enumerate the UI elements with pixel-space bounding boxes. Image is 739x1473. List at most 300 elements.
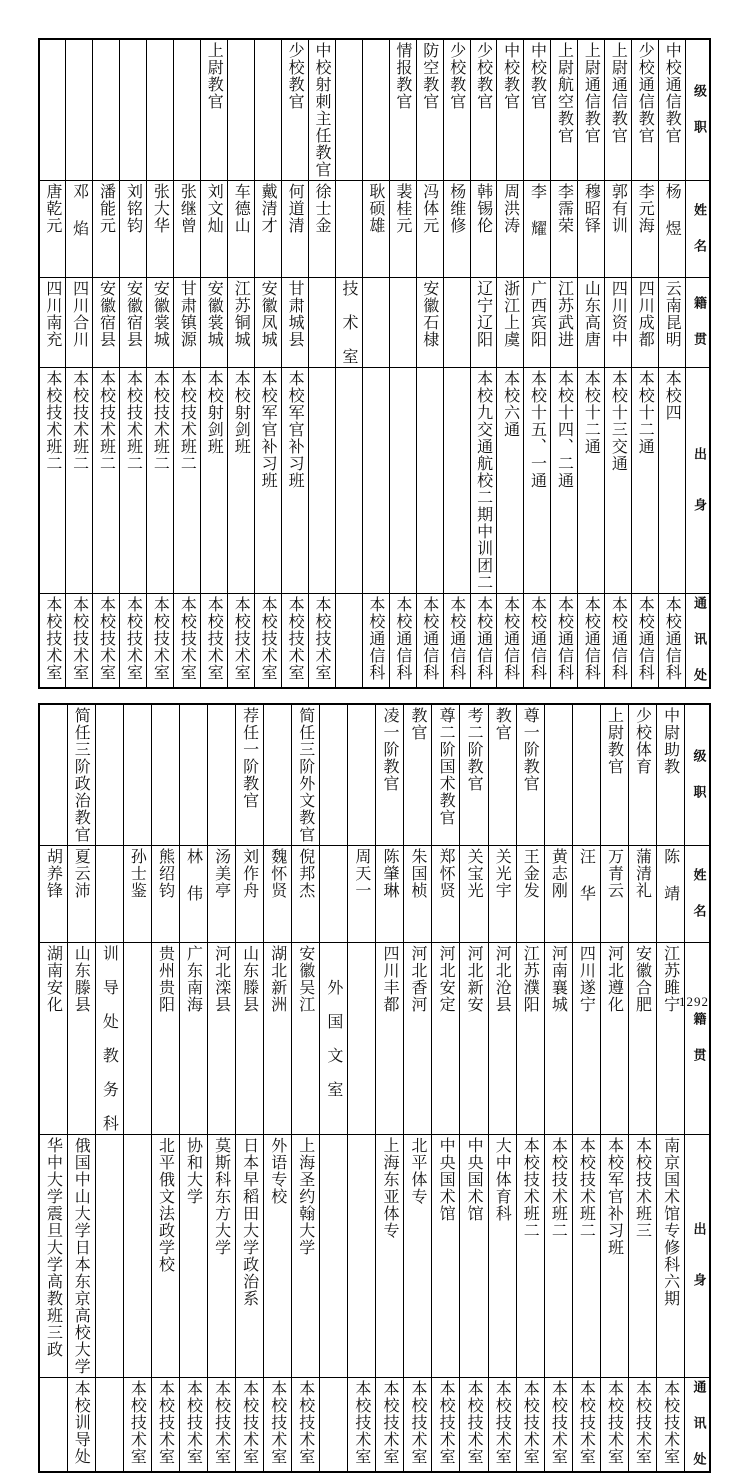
cell-text: 本校技术室 xyxy=(212,1380,232,1465)
cell-background xyxy=(123,1135,151,1378)
cell-text: 甘肃城县 xyxy=(286,280,306,348)
cell-text: 何道清 xyxy=(286,183,306,234)
cell-text: 河北沧县 xyxy=(493,945,513,1013)
cell-background xyxy=(201,368,228,594)
cell-text: 河北遵化 xyxy=(605,945,625,1013)
cell-text: 中校射刺主任教官 xyxy=(313,42,333,178)
cell-text: 江苏武进 xyxy=(555,280,575,348)
cell-text: 韩锡伦 xyxy=(474,183,494,234)
cell-origin xyxy=(605,278,632,368)
cell-address xyxy=(174,594,201,689)
cell-text: 王金发 xyxy=(521,848,541,899)
cell-name xyxy=(524,181,551,278)
cell-text: 安徽宿县 xyxy=(97,280,117,348)
cell-text: 本校技术室 xyxy=(296,1380,316,1465)
cell-text: 魏怀贤 xyxy=(268,848,288,899)
cell-address xyxy=(308,594,335,689)
table-gap xyxy=(38,689,711,703)
cell-text: 本校技术室 xyxy=(268,1380,288,1465)
cell-text: 本校技术室 xyxy=(240,1380,260,1465)
cell-background xyxy=(404,1135,432,1378)
cell-text: 教官 xyxy=(493,707,513,741)
cell-rank xyxy=(264,704,292,846)
cell-text: 本校通信科 xyxy=(663,596,683,681)
cell-address xyxy=(292,1378,320,1473)
header-cell-name xyxy=(684,846,710,943)
cell-text: 本校技术室 xyxy=(549,1380,569,1465)
cell-name xyxy=(605,181,632,278)
cell-origin xyxy=(179,943,207,1135)
cell-text: 本校通信科 xyxy=(393,596,413,681)
header-cell-rank xyxy=(686,39,711,181)
cell-background xyxy=(659,368,686,594)
cell-rank xyxy=(39,704,67,846)
roster-table-top xyxy=(38,38,711,689)
cell-text: 本校通信科 xyxy=(447,596,467,681)
cell-text: 考二阶教官 xyxy=(465,707,485,792)
cell-text: 本校通信科 xyxy=(366,596,386,681)
cell-text: 上尉通信教官 xyxy=(609,42,629,144)
roster-row-rank xyxy=(39,704,710,846)
cell-background xyxy=(93,368,120,594)
cell-origin xyxy=(39,278,66,368)
cell-text: 情报教官 xyxy=(393,42,413,110)
cell-rank xyxy=(600,704,628,846)
roster-row-address xyxy=(39,1378,710,1473)
cell-origin xyxy=(488,943,516,1135)
cell-name xyxy=(389,181,416,278)
cell-origin xyxy=(228,278,255,368)
cell-text: 关光宇 xyxy=(493,848,513,899)
cell-text: 本校技术室 xyxy=(313,596,333,681)
cell-address xyxy=(264,1378,292,1473)
cell-text: 本校技术室 xyxy=(151,596,171,681)
cell-address xyxy=(656,1378,684,1473)
cell-text: 潘能元 xyxy=(97,183,117,234)
cell-text: 周洪涛 xyxy=(501,183,521,234)
cell-rank xyxy=(151,704,179,846)
cell-name xyxy=(39,181,66,278)
cell-text: 训 导 处 教 务 科 xyxy=(100,945,120,1132)
cell-origin xyxy=(335,278,362,368)
cell-text: 本校射剑班 xyxy=(205,370,225,455)
cell-text: 本校技术室 xyxy=(97,596,117,681)
cell-background xyxy=(656,1135,684,1378)
cell-text: 本校技术班二 xyxy=(97,370,117,472)
cell-text: 胡养锋 xyxy=(44,848,64,899)
cell-origin xyxy=(292,943,320,1135)
cell-rank xyxy=(201,39,228,181)
cell-origin xyxy=(656,943,684,1135)
cell-text: 河北香河 xyxy=(409,945,429,1013)
cell-address xyxy=(281,594,308,689)
cell-text: 中校教官 xyxy=(528,42,548,110)
cell-text: 本校技术室 xyxy=(605,1380,625,1465)
cell-origin xyxy=(659,278,686,368)
cell-background xyxy=(335,368,362,594)
roster-body-top xyxy=(39,39,710,688)
cell-address xyxy=(600,1378,628,1473)
cell-name xyxy=(516,846,544,943)
cell-text: 本校技术室 xyxy=(70,596,90,681)
cell-text: 本校技术班三 xyxy=(633,1137,653,1239)
cell-text: 本校射剑班 xyxy=(232,370,252,455)
roster-row-origin xyxy=(39,943,710,1135)
cell-text: 简任三阶政治教官 xyxy=(72,707,92,843)
cell-origin xyxy=(632,278,659,368)
cell-origin xyxy=(551,278,578,368)
cell-rank xyxy=(443,39,470,181)
cell-rank xyxy=(389,39,416,181)
page-folio: 1292 xyxy=(679,994,709,1009)
roster-row-name xyxy=(39,181,710,278)
cell-text: 本校六通 xyxy=(501,370,521,438)
cell-name xyxy=(66,181,93,278)
cell-text: 少校教官 xyxy=(474,42,494,110)
cell-name xyxy=(362,181,389,278)
cell-rank xyxy=(404,704,432,846)
cell-text: 四川成都 xyxy=(636,280,656,348)
cell-name xyxy=(572,846,600,943)
cell-text: 中尉助教 xyxy=(661,707,681,775)
cell-text: 本校技术室 xyxy=(259,596,279,681)
cell-origin xyxy=(389,278,416,368)
cell-background xyxy=(516,1135,544,1378)
cell-text: 山东高唐 xyxy=(582,280,602,348)
cell-text: 本校通信科 xyxy=(582,596,602,681)
cell-name xyxy=(497,181,524,278)
cell-text: 张继曾 xyxy=(178,183,198,234)
cell-background xyxy=(524,368,551,594)
cell-text: 本校通信科 xyxy=(420,596,440,681)
cell-rank xyxy=(174,39,201,181)
header-cell-origin xyxy=(684,943,710,1135)
cell-rank xyxy=(228,39,255,181)
cell-text: 唐乾元 xyxy=(43,183,63,234)
cell-text: 安徽合肥 xyxy=(633,945,653,1013)
cell-background xyxy=(497,368,524,594)
cell-text: 山东滕县 xyxy=(72,945,92,1013)
cell-text: 华中大学震旦大学高教班三政 xyxy=(44,1137,64,1358)
cell-name xyxy=(404,846,432,943)
cell-rank xyxy=(147,39,174,181)
cell-text: 万青云 xyxy=(605,848,625,899)
cell-rank xyxy=(578,39,605,181)
cell-text: 莫斯科东方大学 xyxy=(212,1137,232,1256)
cell-background xyxy=(628,1135,656,1378)
cell-text: 大中体育科 xyxy=(493,1137,513,1222)
cell-text: 本校技术室 xyxy=(521,1380,541,1465)
cell-address xyxy=(460,1378,488,1473)
cell-background xyxy=(292,1135,320,1378)
cell-rank xyxy=(335,39,362,181)
cell-origin xyxy=(572,943,600,1135)
cell-text: 广西宾阳 xyxy=(528,280,548,348)
cell-origin xyxy=(66,278,93,368)
cell-address xyxy=(120,594,147,689)
cell-background xyxy=(120,368,147,594)
cell-name xyxy=(39,846,67,943)
cell-text: 邓 焰 xyxy=(70,183,90,237)
cell-background xyxy=(632,368,659,594)
cell-address xyxy=(147,594,174,689)
cell-background xyxy=(362,368,389,594)
cell-text: 上海东亚体专 xyxy=(380,1137,400,1239)
cell-rank xyxy=(120,39,147,181)
header-text: 出 身 xyxy=(690,1222,706,1290)
cell-background xyxy=(389,368,416,594)
cell-text: 河北滦县 xyxy=(212,945,232,1013)
cell-address xyxy=(320,1378,348,1473)
cell-address xyxy=(516,1378,544,1473)
cell-rank xyxy=(362,39,389,181)
cell-address xyxy=(376,1378,404,1473)
cell-rank xyxy=(524,39,551,181)
cell-rank xyxy=(628,704,656,846)
cell-text: 本校技术班二 xyxy=(124,370,144,472)
cell-text: 穆昭铎 xyxy=(582,183,602,234)
cell-background xyxy=(39,368,66,594)
header-cell-rank xyxy=(684,704,710,846)
roster-body-bottom xyxy=(39,704,710,1472)
cell-text: 安徽裳城 xyxy=(205,280,225,348)
cell-name xyxy=(120,181,147,278)
cell-text: 汤美亭 xyxy=(212,848,232,899)
header-text: 出 身 xyxy=(690,446,706,515)
cell-text: 中央国术馆 xyxy=(465,1137,485,1222)
cell-background xyxy=(228,368,255,594)
cell-rank xyxy=(348,704,376,846)
header-cell-address xyxy=(686,594,711,689)
cell-text: 湖北新洲 xyxy=(268,945,288,1013)
cell-rank xyxy=(255,39,282,181)
cell-address xyxy=(632,594,659,689)
header-text: 姓 名 xyxy=(690,867,706,921)
cell-text: 郑怀贤 xyxy=(437,848,457,899)
cell-name xyxy=(320,846,348,943)
cell-text: 本校军官补习班 xyxy=(286,370,306,489)
cell-text: 本校通信科 xyxy=(636,596,656,681)
cell-background xyxy=(470,368,497,594)
cell-text: 江苏铜城 xyxy=(232,280,252,348)
cell-text: 本校十四、二通 xyxy=(555,370,575,489)
cell-text: 中央国术馆 xyxy=(437,1137,457,1222)
cell-text: 刘作舟 xyxy=(240,848,260,899)
cell-origin xyxy=(432,943,460,1135)
cell-address xyxy=(362,594,389,689)
cell-origin xyxy=(120,278,147,368)
cell-rank xyxy=(95,704,123,846)
cell-text: 倪邦杰 xyxy=(296,848,316,899)
cell-text: 北平俄文法政学校 xyxy=(156,1137,176,1273)
cell-origin xyxy=(628,943,656,1135)
cell-text: 安徽石棣 xyxy=(420,280,440,348)
cell-address xyxy=(93,594,120,689)
header-text: 级 职 xyxy=(690,748,706,802)
cell-name xyxy=(488,846,516,943)
cell-address xyxy=(578,594,605,689)
cell-name xyxy=(151,846,179,943)
cell-rank xyxy=(123,704,151,846)
cell-text: 本校十五、一通 xyxy=(528,370,548,489)
cell-rank xyxy=(572,704,600,846)
cell-text: 河北安定 xyxy=(437,945,457,1013)
cell-background xyxy=(67,1135,95,1378)
cell-text: 本校通信科 xyxy=(528,596,548,681)
cell-background xyxy=(95,1135,123,1378)
cell-name xyxy=(348,846,376,943)
cell-text: 本校技术室 xyxy=(128,1380,148,1465)
header-cell-address xyxy=(684,1378,710,1473)
cell-address xyxy=(66,594,93,689)
cell-origin xyxy=(264,943,292,1135)
cell-text: 本校十二通 xyxy=(582,370,602,455)
cell-text: 四川丰都 xyxy=(380,945,400,1013)
cell-text: 凌一阶教官 xyxy=(380,707,400,792)
header-text: 通 讯 处 xyxy=(690,596,706,685)
cell-text: 防空教官 xyxy=(420,42,440,110)
cell-text: 冯体元 xyxy=(420,183,440,234)
cell-address xyxy=(416,594,443,689)
cell-address xyxy=(497,594,524,689)
cell-text: 本校技术室 xyxy=(493,1380,513,1465)
cell-text: 辽宁辽阳 xyxy=(474,280,494,348)
cell-rank xyxy=(320,704,348,846)
cell-text: 杨维修 xyxy=(447,183,467,234)
cell-address xyxy=(235,1378,263,1473)
cell-text: 云南昆明 xyxy=(663,280,683,348)
cell-text: 本校四 xyxy=(663,370,683,421)
cell-rank xyxy=(544,704,572,846)
cell-origin xyxy=(578,278,605,368)
cell-address xyxy=(201,594,228,689)
cell-text: 朱国桢 xyxy=(409,848,429,899)
cell-text: 河南襄城 xyxy=(549,945,569,1013)
cell-origin xyxy=(470,278,497,368)
cell-text: 本校技术室 xyxy=(205,596,225,681)
cell-background xyxy=(308,368,335,594)
cell-text: 刘文灿 xyxy=(205,183,225,234)
cell-origin xyxy=(151,943,179,1135)
cell-text: 本校技术班二 xyxy=(178,370,198,472)
cell-background xyxy=(551,368,578,594)
cell-text: 荐任一阶教官 xyxy=(240,707,260,809)
cell-background xyxy=(572,1135,600,1378)
cell-rank xyxy=(281,39,308,181)
cell-rank xyxy=(432,704,460,846)
cell-text: 李元海 xyxy=(636,183,656,234)
cell-rank xyxy=(179,704,207,846)
cell-rank xyxy=(376,704,404,846)
cell-address xyxy=(389,594,416,689)
cell-text: 本校技术班二 xyxy=(549,1137,569,1239)
cell-rank xyxy=(67,704,95,846)
cell-background xyxy=(66,368,93,594)
cell-background xyxy=(605,368,632,594)
cell-text: 少校通信教官 xyxy=(636,42,656,144)
cell-rank xyxy=(632,39,659,181)
cell-background xyxy=(544,1135,572,1378)
cell-address xyxy=(95,1378,123,1473)
cell-background xyxy=(179,1135,207,1378)
cell-text: 本校技术班二 xyxy=(43,370,63,472)
cell-text: 林 伟 xyxy=(184,848,204,902)
cell-text: 浙江上虞 xyxy=(501,280,521,348)
cell-text: 广东南海 xyxy=(184,945,204,1013)
cell-text: 李霈荣 xyxy=(555,183,575,234)
cell-address xyxy=(628,1378,656,1473)
cell-address xyxy=(659,594,686,689)
cell-text: 陈 靖 xyxy=(661,848,681,902)
cell-address xyxy=(67,1378,95,1473)
cell-origin xyxy=(123,943,151,1135)
cell-name xyxy=(281,181,308,278)
roster-row-background xyxy=(39,1135,710,1378)
cell-text: 上尉通信教官 xyxy=(582,42,602,144)
cell-name xyxy=(578,181,605,278)
cell-rank xyxy=(605,39,632,181)
cell-origin xyxy=(600,943,628,1135)
cell-text: 李 耀 xyxy=(528,183,548,237)
cell-text: 尊二阶国术教官 xyxy=(437,707,457,826)
cell-address xyxy=(255,594,282,689)
cell-text: 上海圣约翰大学 xyxy=(296,1137,316,1256)
cell-text: 教官 xyxy=(409,707,429,741)
cell-text: 南京国术馆专修科六期 xyxy=(661,1137,681,1307)
cell-address xyxy=(404,1378,432,1473)
cell-text: 耿硕雄 xyxy=(366,183,386,234)
roster-row-background xyxy=(39,368,710,594)
cell-address xyxy=(123,1378,151,1473)
cell-text: 本校技术班二 xyxy=(521,1137,541,1239)
cell-name xyxy=(264,846,292,943)
cell-address xyxy=(551,594,578,689)
cell-text: 本校九交通航校二期中训团二 xyxy=(474,370,494,591)
cell-text: 上尉航空教官 xyxy=(555,42,575,144)
roster-row-name xyxy=(39,846,710,943)
cell-origin xyxy=(281,278,308,368)
cell-text: 简任三阶外文教官 xyxy=(296,707,316,843)
cell-origin xyxy=(67,943,95,1135)
cell-address xyxy=(207,1378,235,1473)
cell-text: 本校技术班二 xyxy=(70,370,90,472)
cell-text: 安徽裳城 xyxy=(151,280,171,348)
cell-text: 本校技术室 xyxy=(43,596,63,681)
cell-origin xyxy=(443,278,470,368)
cell-text: 协和大学 xyxy=(184,1137,204,1205)
header-text: 通 讯 处 xyxy=(690,1380,706,1469)
cell-text: 车德山 xyxy=(232,183,252,234)
cell-text: 郭有训 xyxy=(609,183,629,234)
cell-rank xyxy=(497,39,524,181)
cell-origin xyxy=(348,943,376,1135)
cell-address xyxy=(470,594,497,689)
cell-name xyxy=(207,846,235,943)
cell-text: 甘肃镇源 xyxy=(178,280,198,348)
cell-text: 张大华 xyxy=(151,183,171,234)
cell-background xyxy=(416,368,443,594)
cell-text: 刘铭钧 xyxy=(124,183,144,234)
cell-origin xyxy=(460,943,488,1135)
cell-origin xyxy=(201,278,228,368)
cell-rank xyxy=(516,704,544,846)
cell-name xyxy=(544,846,572,943)
cell-text: 湖南安化 xyxy=(44,945,64,1013)
cell-name xyxy=(460,846,488,943)
cell-text: 孙士鉴 xyxy=(128,848,148,899)
cell-text: 技 术 室 xyxy=(339,280,359,365)
cell-rank xyxy=(235,704,263,846)
